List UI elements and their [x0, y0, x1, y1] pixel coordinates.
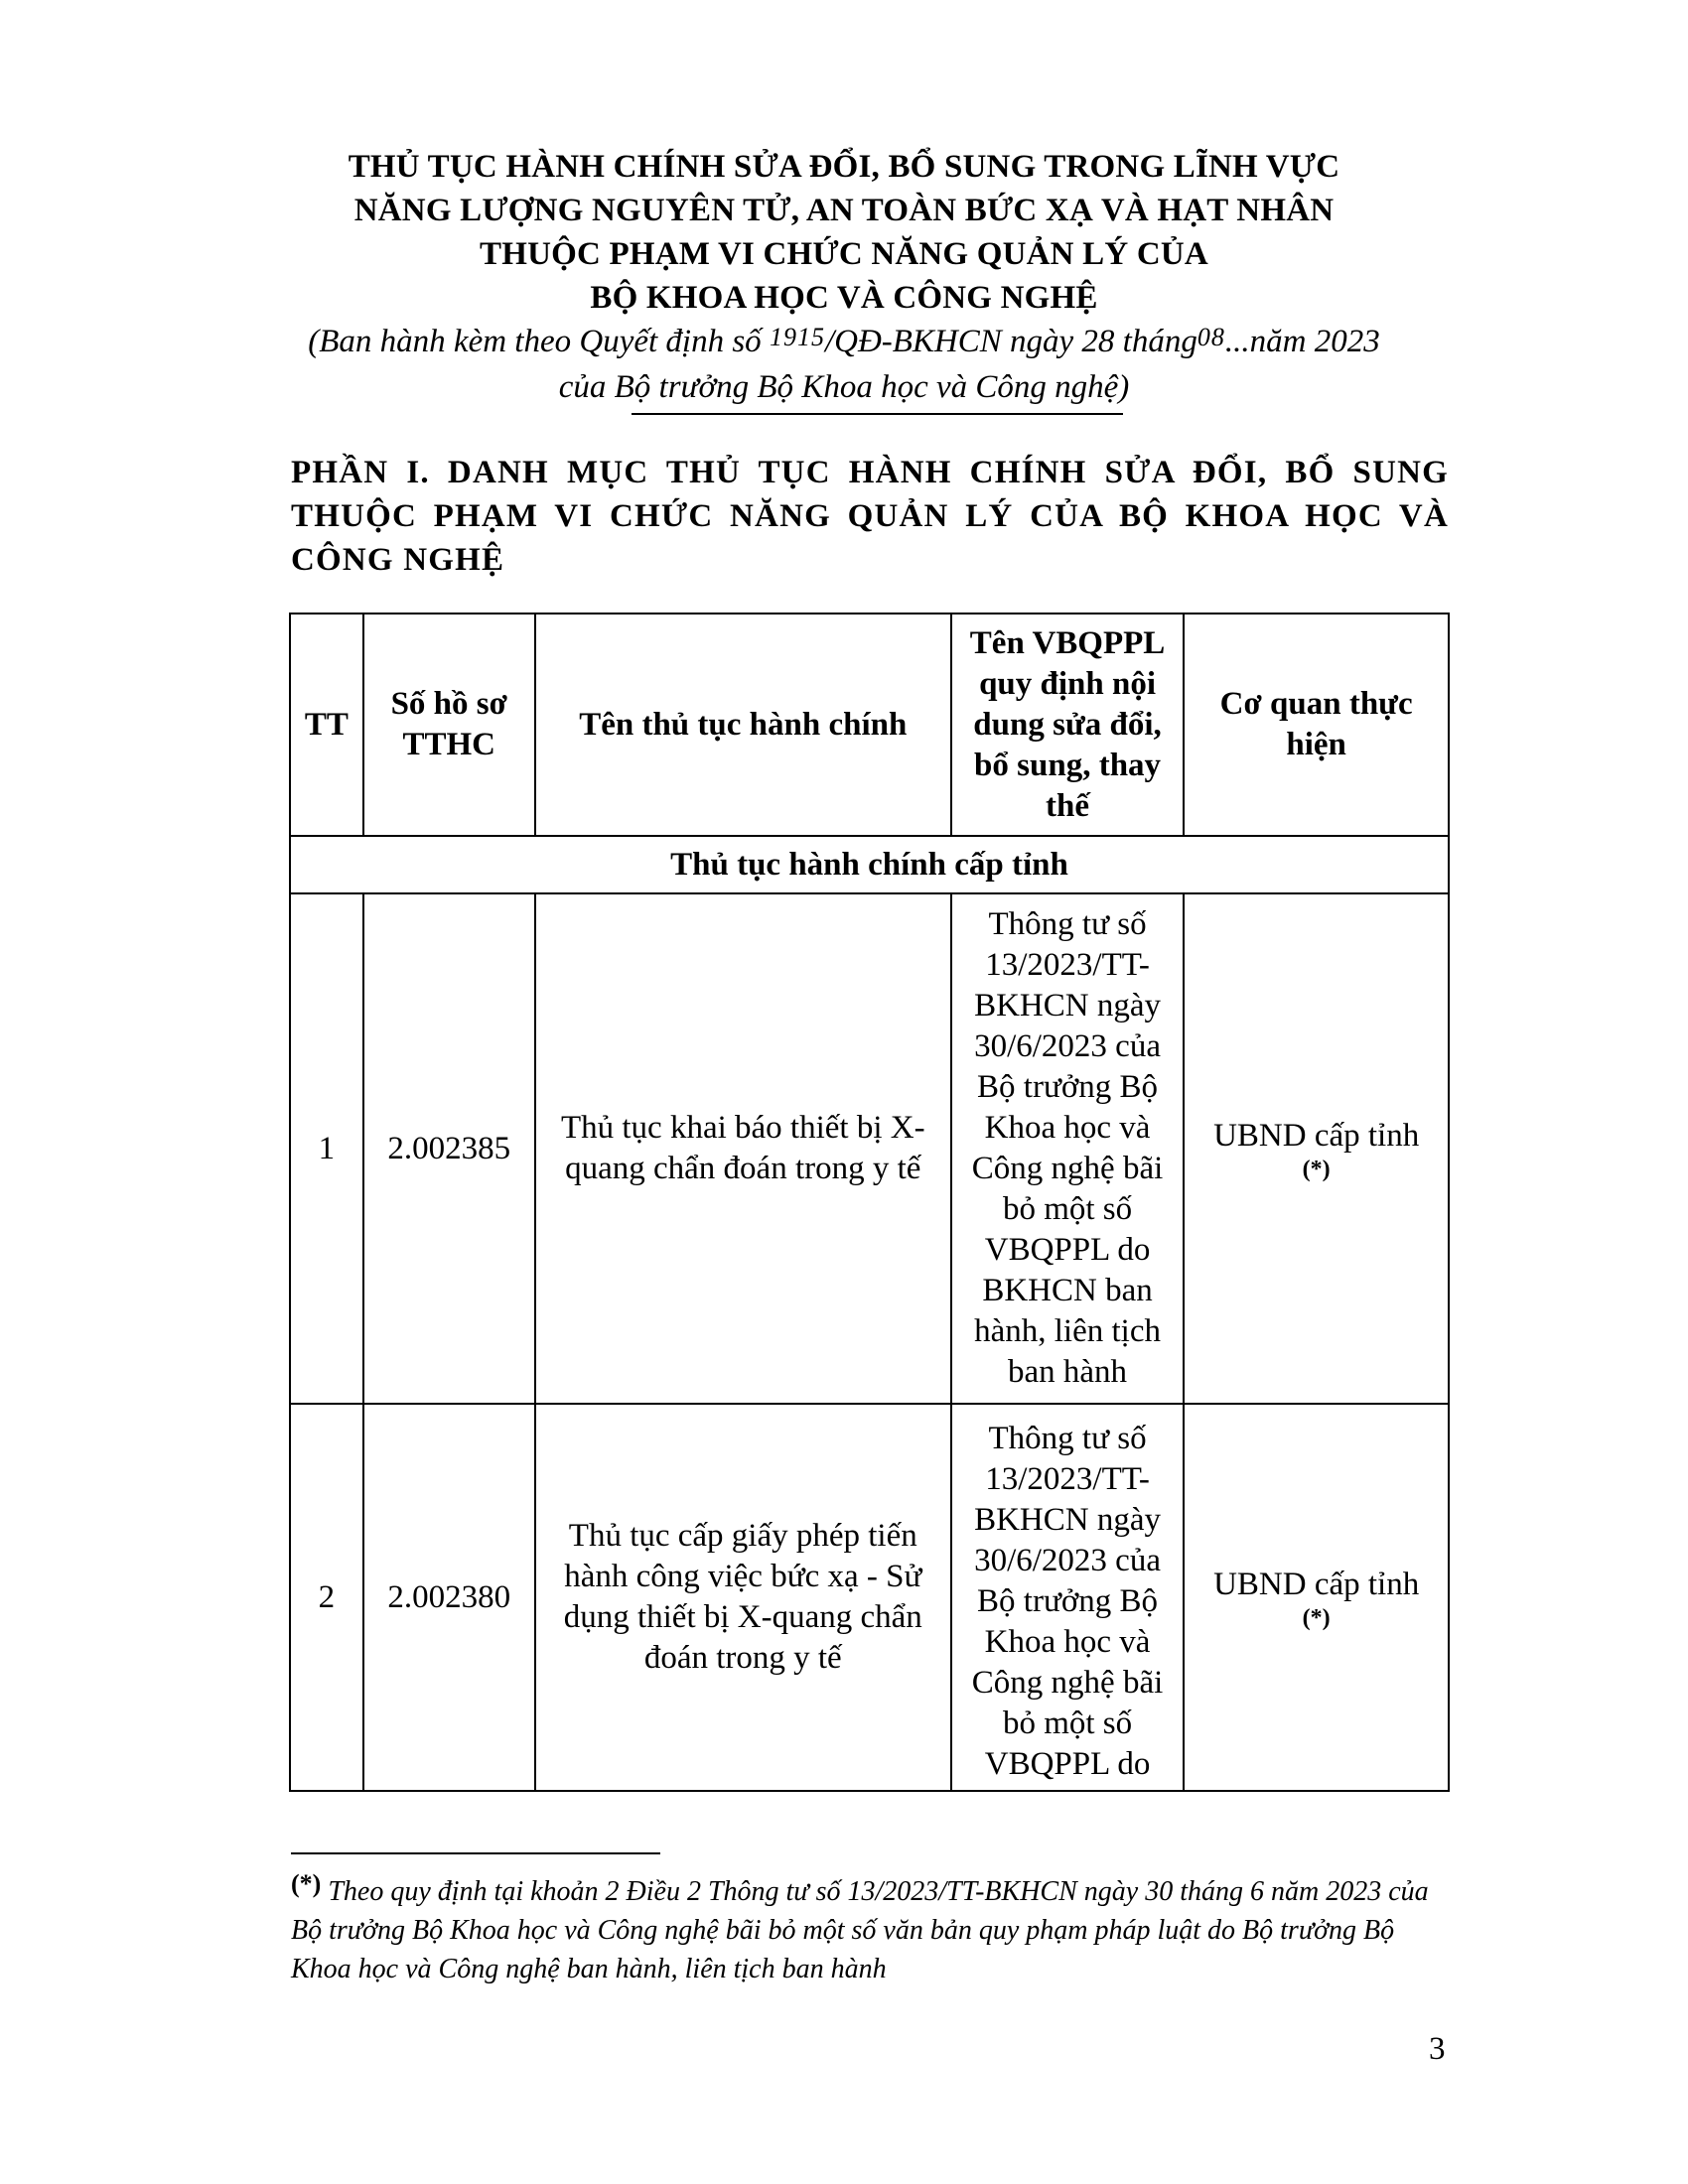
- issuance-note-middle: /QĐ-BKHCN ngày 28 tháng: [824, 324, 1197, 359]
- cell-ten-vbqppl: Thông tư số 13/2023/TT-BKHCN ngày 30/6/2023 của Bộ trưởng Bộ Khoa học và Công nghệ bãi bỏ một số VBQPPL do BKHCN ban hành, liên tịch ban hành: [951, 893, 1185, 1404]
- issuance-note: [0, 320, 1688, 365]
- cell-ten-thu-tuc: Thủ tục khai báo thiết bị X-quang chẩn đoán trong y tế: [535, 893, 951, 1404]
- header-co-quan: Cơ quan thực hiện: [1184, 614, 1449, 836]
- procedure-table: [289, 613, 1450, 1792]
- cell-ten-vbqppl: [951, 1404, 1185, 1791]
- title-line-3: THUỘC PHẠM VI CHỨC NĂNG QUẢN LÝ CỦA: [480, 236, 1208, 272]
- decision-number: 1915: [769, 323, 825, 351]
- footnote: [291, 1869, 1449, 1988]
- header-tt: TT: [290, 614, 363, 836]
- cell-tt: 2: [290, 1404, 363, 1791]
- footnote-text: Theo quy định tại khoản 2 Điều 2 Thông tư số 13/2023/TT-BKHCN ngày 30 tháng 6 năm 2023 của Bộ trưởng Bộ Khoa học và Công nghệ bãi bỏ một số văn bản quy phạm pháp luật do Bộ trưởng Bộ Khoa học và Công nghệ ban hành, liên tịch ban hành: [291, 1876, 1429, 1984]
- page-number: 3: [1429, 2031, 1446, 2067]
- footnote-reference: (*): [1302, 1604, 1331, 1631]
- table-row: [290, 893, 1449, 1404]
- header-ten-vbqppl: Tên VBQPPL quy định nội dung sửa đổi, bổ sung, thay thế: [951, 614, 1185, 836]
- agency-name: UBND cấp tỉnh: [1213, 1566, 1420, 1602]
- issuance-note-line-2: của Bộ trưởng Bộ Khoa học và Công nghệ): [558, 369, 1130, 405]
- section-label: Thủ tục hành chính cấp tỉnh: [290, 836, 1449, 893]
- title-divider: [632, 413, 1123, 415]
- title-line-1: THỦ TỤC HÀNH CHÍNH SỬA ĐỔI, BỔ SUNG TRONG LĨNH VỰC: [348, 149, 1340, 185]
- footnote-divider: [291, 1852, 660, 1854]
- title-line-2: NĂNG LƯỢNG NGUYÊN TỬ, AN TOÀN BỨC XẠ VÀ HẠT NHÂN: [353, 193, 1335, 228]
- part-heading: PHẦN I. DANH MỤC THỦ TỤC HÀNH CHÍNH SỬA ĐỔI, BỔ SUNG THUỘC PHẠM VI CHỨC NĂNG QUẢN LÝ CỦA BỘ KHOA HỌC VÀ CÔNG NGHỆ: [291, 455, 1449, 578]
- cell-tt: 1: [290, 893, 363, 1404]
- issuance-note-prefix: (Ban hành kèm theo Quyết định số: [308, 324, 770, 359]
- table-row: [290, 1404, 1449, 1791]
- cell-co-quan: [1184, 893, 1449, 1404]
- table-header-row: [290, 614, 1449, 836]
- document-title-block: [0, 145, 1688, 409]
- agency-name: UBND cấp tỉnh: [1213, 1117, 1420, 1154]
- title-line-4: BỘ KHOA HỌC VÀ CÔNG NGHỆ: [590, 280, 1098, 316]
- issuance-note-suffix: ...năm 2023: [1224, 324, 1380, 359]
- footnote-reference: (*): [1302, 1156, 1331, 1182]
- cell-so-ho-so: 2.002380: [363, 1404, 535, 1791]
- cell-ten-thu-tuc: Thủ tục cấp giấy phép tiến hành công việc bức xạ - Sử dụng thiết bị X-quang chẩn đoán trong y tế: [535, 1404, 951, 1791]
- decision-month: 08: [1196, 323, 1225, 351]
- section-row: [290, 836, 1449, 893]
- cell-so-ho-so: 2.002385: [363, 893, 535, 1404]
- footnote-marker: (*): [291, 1869, 322, 1898]
- header-so-ho-so: Số hồ sơ TTHC: [363, 614, 535, 836]
- vbqppl-text: Thông tư số 13/2023/TT-BKHCN ngày 30/6/2023 của Bộ trưởng Bộ Khoa học và Công nghệ bãi bỏ một số VBQPPL do: [971, 1421, 1164, 1782]
- cell-co-quan: [1184, 1404, 1449, 1791]
- header-ten-thu-tuc: Tên thủ tục hành chính: [535, 614, 951, 836]
